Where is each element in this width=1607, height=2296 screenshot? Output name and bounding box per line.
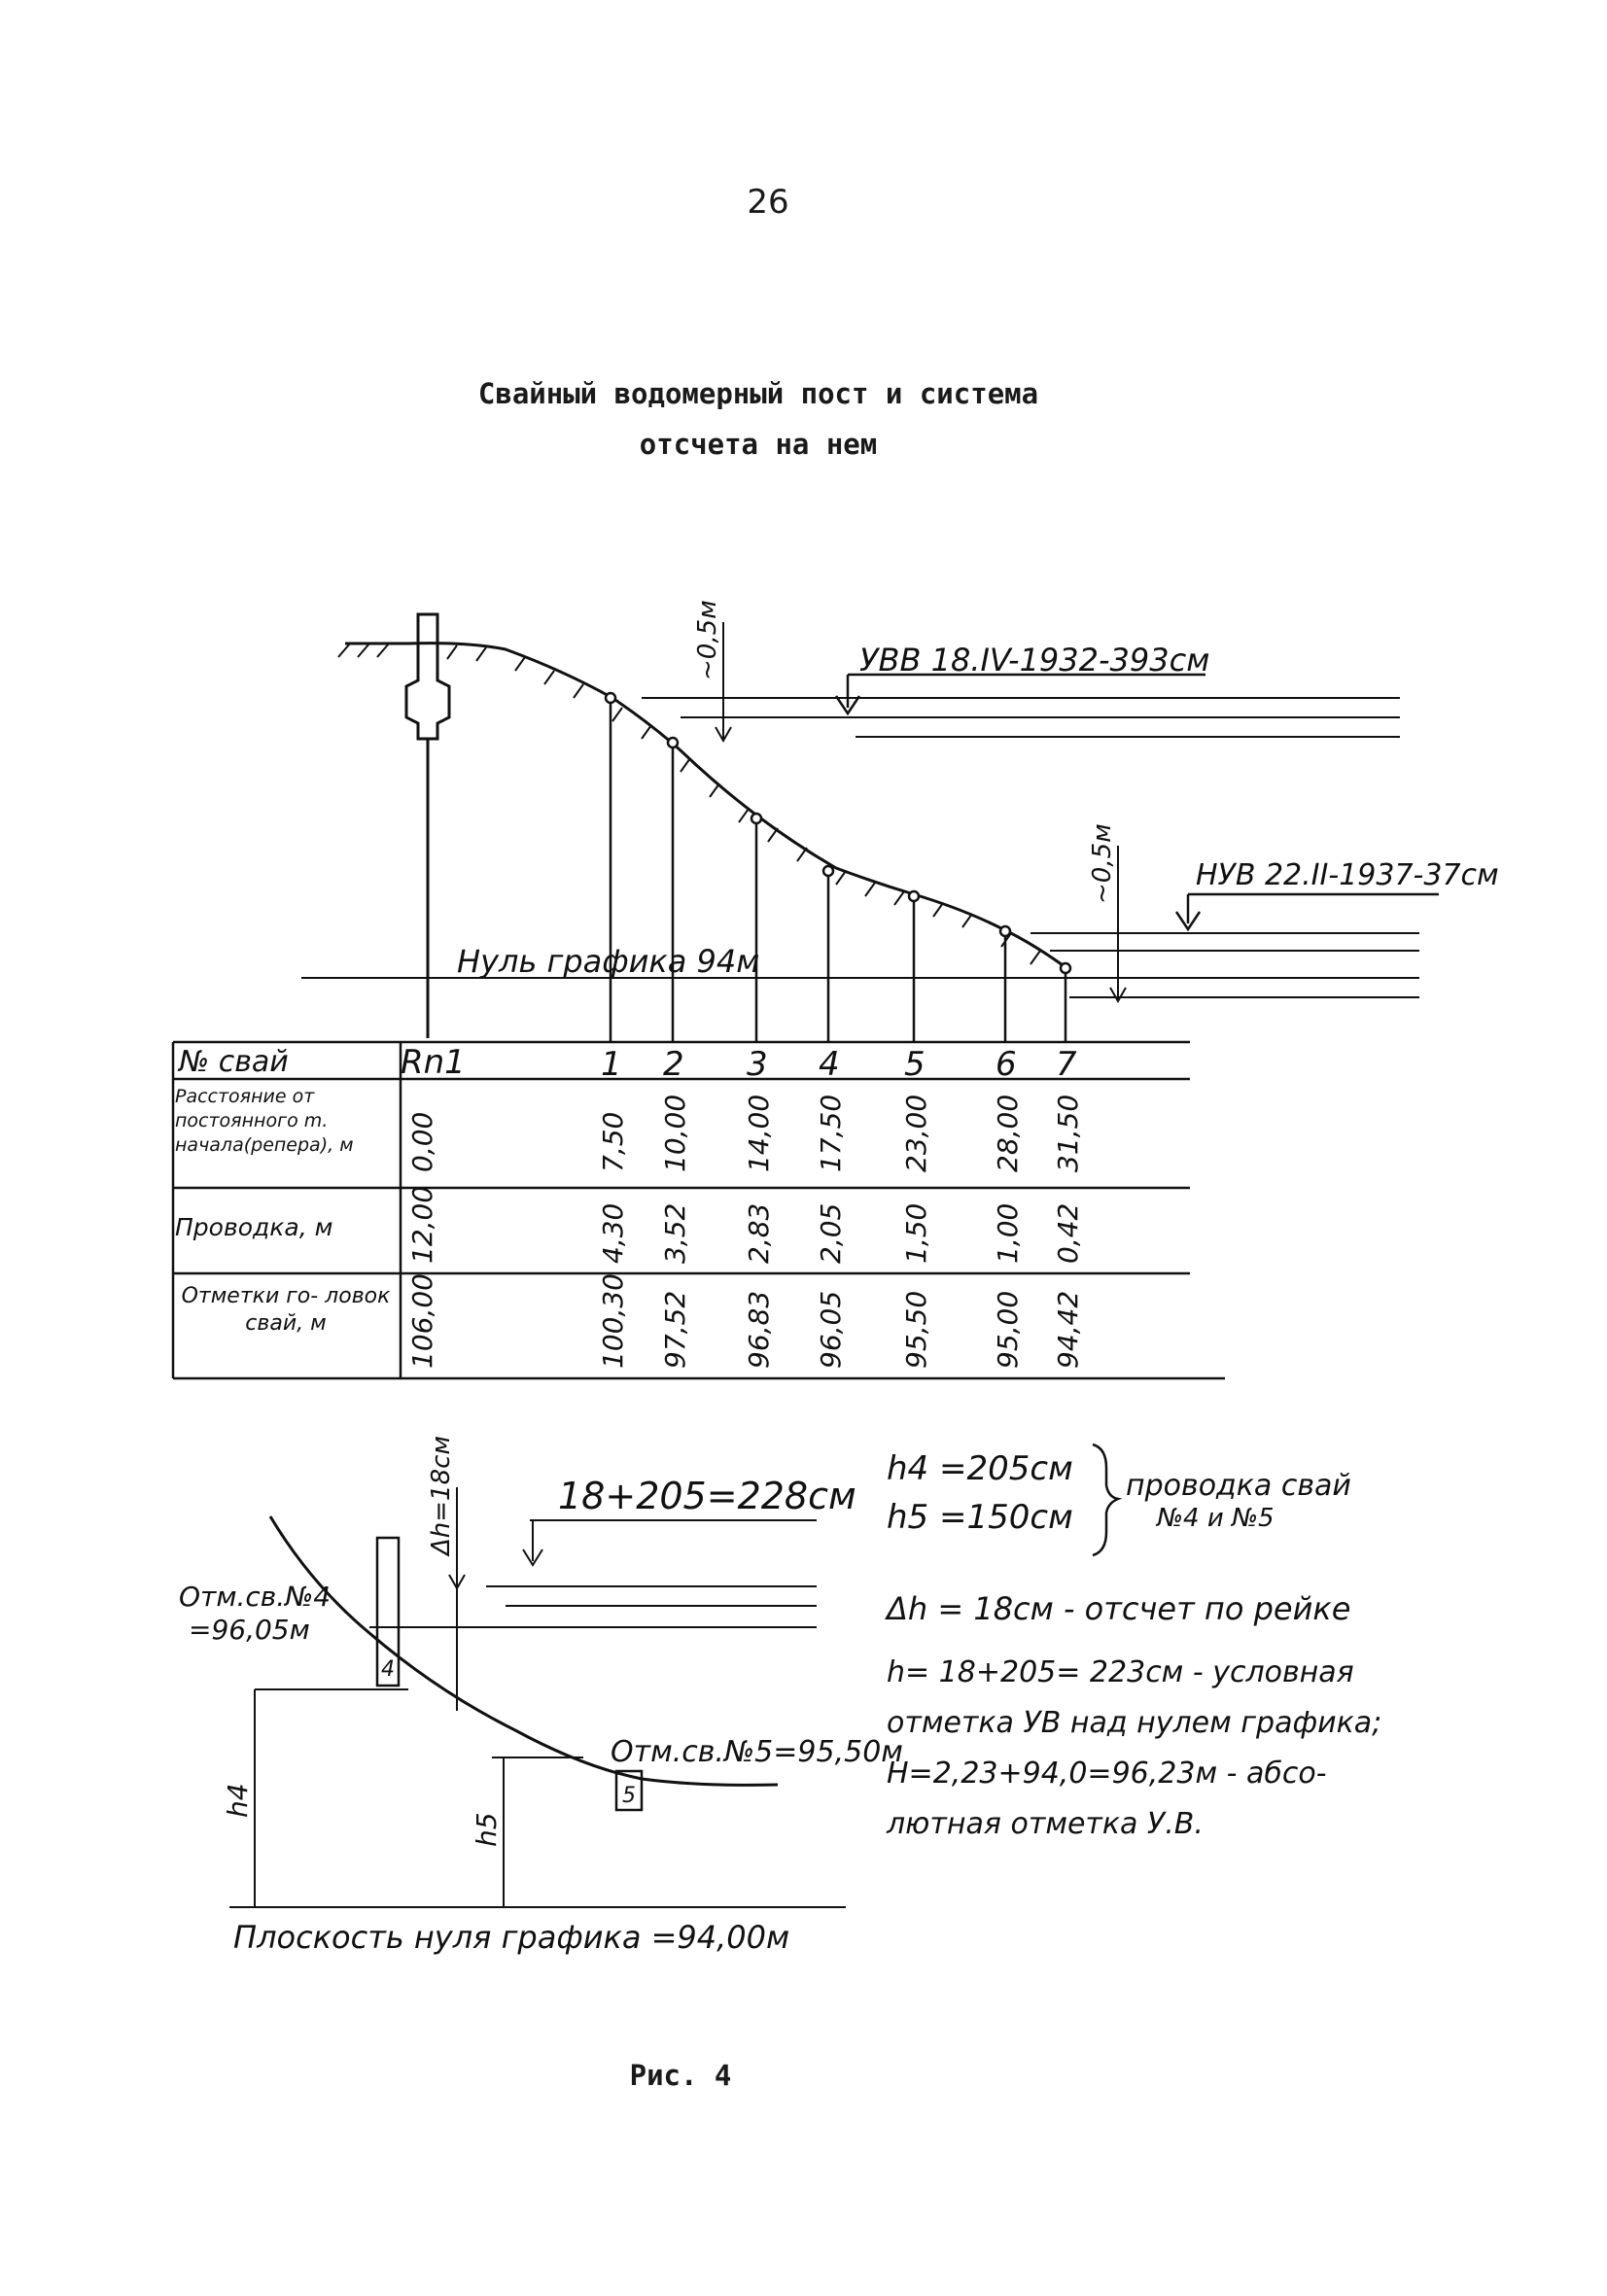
note-h5: h5 =150см [887,1498,1073,1537]
figure-title-line1: Свайный водомерный пост и система [477,377,1039,410]
depth-rn1: 12,00 [406,1185,438,1264]
distance-3: 14,00 [743,1094,775,1172]
elevation-4: 96,05 [815,1290,847,1369]
depth-1: 4,30 [597,1202,629,1264]
dim-left-label: ~0,5м [693,600,722,680]
detail-pile5-label: Отм.св.№5=95,50м [611,1735,903,1769]
note-line-6: H=2,23+94,0=96,23м - абсо- [887,1757,1327,1791]
depth-6: 1,00 [992,1202,1024,1264]
high-water-label: УВВ 18.IV-1932-393см [859,642,1210,678]
elevation-1: 100,30 [597,1273,629,1369]
figure-title-line2: отсчета на нем [639,428,878,461]
row-header-distance: Расстояние от постоянного m. начала(репера), м [175,1086,354,1156]
distance-2: 10,00 [659,1094,691,1172]
distance-5: 23,00 [900,1094,932,1172]
elevation-2: 97,52 [659,1290,691,1369]
row-header-pile: № свай [179,1045,289,1079]
detail-delta-h-dim: Δh=18см [427,1435,456,1555]
pile-heads [606,693,1070,973]
benchmark-pile [406,614,449,1038]
pile-label-rn1: Rn1 [401,1043,466,1082]
detail-pile4-marker: 4 [381,1657,395,1682]
detail-h5-marker: h5 [471,1812,503,1847]
elevation-rn1: 106,00 [406,1273,438,1369]
distance-7: 31,50 [1052,1094,1084,1172]
distance-1: 7,50 [597,1111,629,1172]
distance-4: 17,50 [815,1094,847,1172]
dim-right-label: ~0,5м [1088,823,1117,904]
distance-6: 28,00 [992,1094,1024,1172]
note-line-3: Δh = 18см - отсчет по рейке [887,1590,1351,1627]
depth-2: 3,52 [659,1202,691,1264]
notes-brace [1093,1444,1118,1555]
elevation-6: 95,00 [992,1290,1024,1369]
note-brace-text-1: проводка свай [1126,1469,1351,1503]
pile-label-5: 5 [904,1045,926,1084]
low-water-label: НУВ 22.II-1937-37см [1196,858,1499,892]
figure-caption: Рис. 4 [629,2059,732,2092]
elevation-7: 94,42 [1052,1290,1084,1369]
note-h4: h4 =205см [887,1449,1073,1488]
note-line-4: h= 18+205= 223см - условная [887,1655,1354,1689]
detail-sum-label: 18+205=228см [558,1475,856,1517]
depth-4: 2,05 [815,1202,847,1264]
row-header-depth: Проводка, м [175,1213,333,1241]
elevation-5: 95,50 [900,1290,932,1369]
depth-3: 2,83 [743,1202,775,1264]
note-line-5: отметка УВ над нулем графика; [887,1706,1382,1740]
pile-label-2: 2 [663,1045,684,1084]
note-line-7: лютная отметка У.В. [887,1807,1204,1841]
pile-label-1: 1 [601,1045,622,1084]
pile-label-4: 4 [819,1045,840,1084]
low-water-marker [1176,894,1439,929]
row-header-elevation: Отметки го- ловок свай, м [181,1284,391,1336]
pile-label-3: 3 [747,1045,768,1084]
high-water-marker [836,675,1205,713]
distance-rn1: 0,00 [406,1111,438,1172]
detail-h4-marker: h4 [222,1783,254,1818]
pile-label-7: 7 [1056,1045,1077,1084]
depth-7: 0,42 [1052,1202,1084,1264]
elevation-3: 96,83 [743,1290,775,1369]
row-header-elevation-box [175,1283,397,1376]
detail-dimension-lines [229,1487,846,1907]
zero-plane-label: Плоскость нуля графика =94,00м [233,1919,790,1956]
page-number: 26 [747,183,789,222]
depth-5: 1,50 [900,1202,932,1264]
note-brace-text-2: №4 и №5 [1157,1504,1275,1533]
row-header-depth-box [175,1213,397,1262]
zero-of-gauge-label: Нуль графика 94м [457,943,760,980]
row-header-distance-box [175,1085,397,1186]
pile-label-6: 6 [996,1045,1017,1084]
detail-pile5-marker: 5 [622,1784,636,1808]
detail-pile4-label-2: =96,05м [189,1614,310,1646]
detail-pile4-label-1: Отм.св.№4 [179,1581,332,1613]
